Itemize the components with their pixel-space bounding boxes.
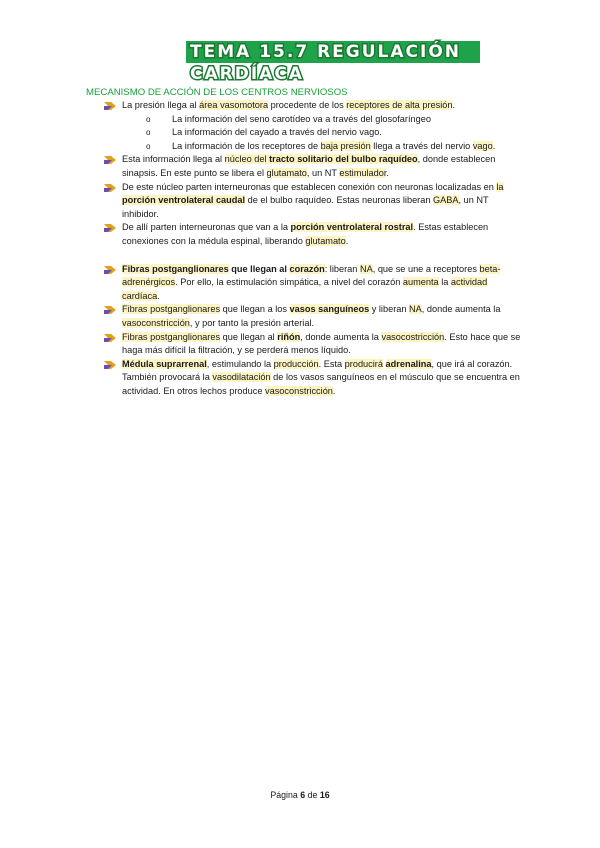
highlight: Médula suprarrenal [122,358,207,369]
highlight: porción ventrolateral rostral [290,222,414,233]
text: . [386,167,389,178]
text: . Esta [318,358,345,369]
text: , donde aumenta la [300,331,382,342]
text: La presión llega al [122,100,200,110]
text: . Por ello, la estimulación simpática, a nivel del corazón [175,277,403,288]
text: . Estas establecen conexiones con la médula espinal, liberando [122,222,489,246]
arrow-bullet-icon [104,266,116,274]
total-pages: 16 [319,790,330,800]
text: , que se une a receptores [372,263,480,274]
highlight: baja presión [320,140,371,151]
list-item [104,99,524,113]
text: de el bulbo raquídeo. Estas neuronas liberan [245,195,434,206]
text: Esta información llega al [122,154,225,165]
text: De allí parten interneuronas que van a la [122,222,291,233]
highlight: estimulador [339,167,387,178]
highlight: producción [273,358,319,369]
highlight: área vasomotora [199,100,269,110]
text: . Esto hace que se haga más difícil la filtración, y se perderá menos líquido. [122,331,521,356]
section-heading: MECANISMO DE ACCIÓN DE LOS CENTROS NERVIOSOS [86,87,348,98]
highlight: adrenalina [385,358,432,369]
highlight: glutamato [266,167,307,178]
text: , un NT [306,167,340,178]
highlight: vasodilatación [212,372,271,383]
arrow-bullet-icon [104,224,116,232]
text: llega a través del nervio [370,140,473,151]
list-item [104,153,524,180]
text: : liberan [324,263,360,274]
sub-list-item [104,140,524,154]
text: . [345,235,349,246]
highlight: la [496,181,504,192]
text: . [332,385,336,396]
highlight: beta-adrenérgicos [122,263,501,288]
highlight: Fibras postganglionares [122,331,221,342]
text: , donde establecen sinapsis. En este punto se libera el [122,154,496,178]
highlight: porción ventrolateral caudal [122,195,246,206]
highlight: producirá [344,358,383,369]
sub-list-item [104,113,524,127]
highlight: Fibras postganglionares [122,304,221,315]
text: procedente de los [268,100,347,110]
arrow-bullet-icon [104,361,116,369]
text: , que irá al corazón. También provocará la [122,358,513,383]
page-sep: de [305,790,320,800]
text: La información del seno carotídeo va a través del glosofaríngeo [172,113,431,124]
highlight: NA [409,304,422,315]
text: . [452,100,456,110]
text: , un NT inhibidor. [122,195,489,219]
highlight: núcleo del [224,154,270,165]
sub-bullet: o [146,141,151,151]
highlight: vasocostricción [381,331,445,342]
list-item [104,263,524,304]
page-number [0,790,600,800]
highlight: tracto solitario del bulbo raquídeo [269,154,418,165]
highlight: corazón [289,263,325,274]
current-page: 6 [300,790,306,800]
highlight: GABA [433,195,459,206]
list-item [104,331,524,358]
list-item [104,221,524,248]
highlight: vasoconstricción [265,385,333,396]
text: y liberan [369,304,410,315]
highlight: vasoconstricción [122,317,190,328]
list-item [104,358,524,399]
sub-list-item [104,126,524,140]
arrow-bullet-icon [104,184,116,192]
text: . [492,140,496,151]
highlight: aumenta [402,277,439,288]
page-label: Página [270,790,301,800]
text: , donde aumenta la [421,304,501,315]
list-item [104,303,524,330]
list-item [104,181,524,222]
document-body [104,99,524,398]
text: que llegan al [220,331,278,342]
arrow-bullet-icon [104,156,116,164]
highlight: riñón [277,331,301,342]
highlight: glutamato [305,235,346,246]
arrow-bullet-icon [104,334,116,342]
text: que llegan al [228,263,290,274]
highlight: vasos sanguíneos [289,304,370,315]
arrow-bullet-icon [104,102,116,110]
highlight: NA [359,263,373,274]
arrow-bullet-icon [104,306,116,314]
text: que llegan a los [220,304,290,315]
highlight: Fibras postganglionares [122,263,229,274]
text: la [438,277,451,288]
highlight: actividad cardíaca [122,277,488,301]
text: De este núcleo parten interneuronas que establecen conexión con neuronas localizadas en [122,181,497,192]
text: . [157,290,160,301]
text: de los vasos sanguíneos en el músculo que se encuentra en actividad. En otros lechos produce [122,372,520,396]
highlight: vago [472,140,493,151]
sub-bullet: o [146,128,151,138]
text: , y por tanto la presión arterial. [189,317,315,328]
highlight: receptores de alta presión [346,100,453,110]
sub-bullet: o [146,114,151,124]
spacer [104,249,524,263]
text: La información del cayado a través del nervio vago. [172,127,382,138]
text: , estimulando la [206,358,274,369]
text: La información de los receptores de [172,140,321,151]
document-title: TEMA 15.7 REGULACIÓN CARDÍACA [186,41,480,63]
